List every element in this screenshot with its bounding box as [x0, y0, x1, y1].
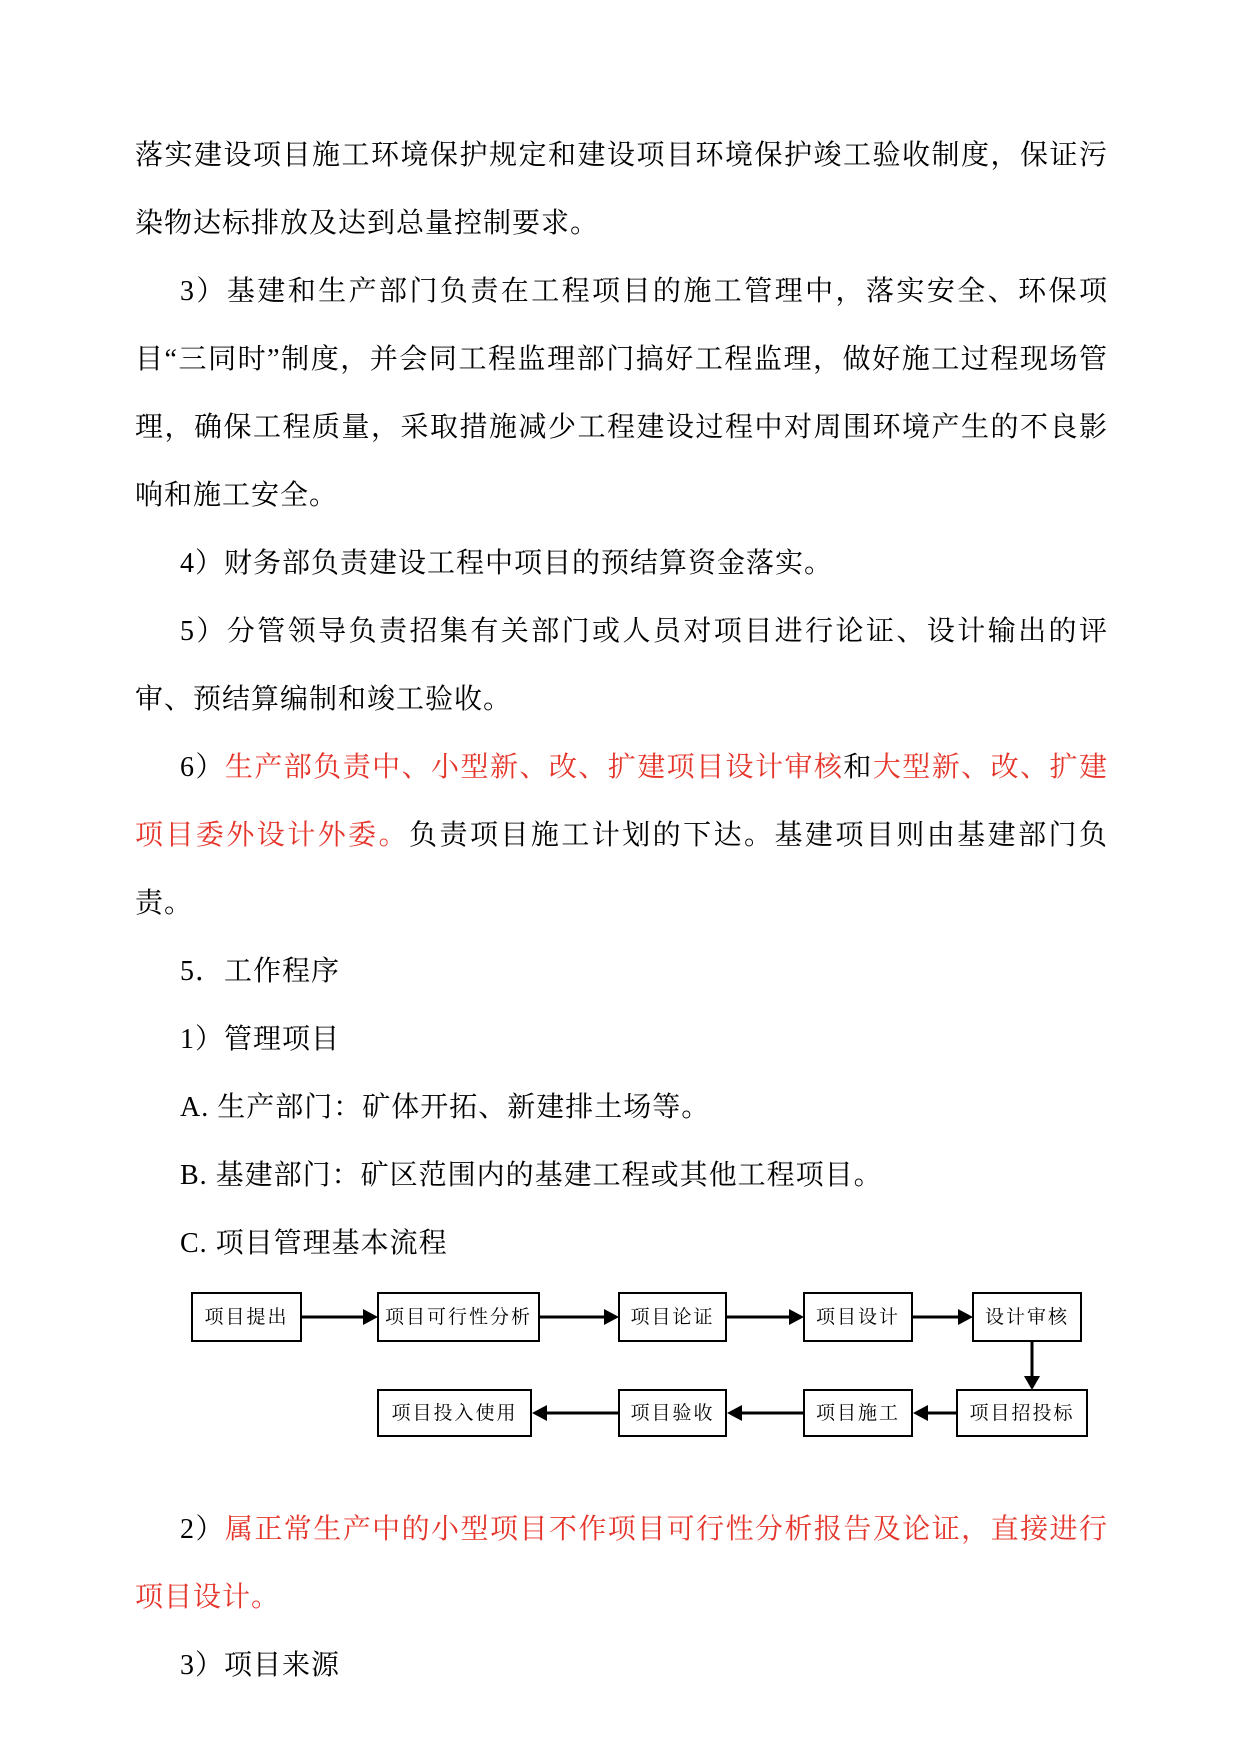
flow-box-label: 项目招投标: [969, 1402, 1075, 1424]
arrow-design-to-review: [913, 1309, 973, 1325]
item-b-capital-construction-dept: [135, 1142, 1108, 1210]
paragraph-5-leader-duties: [135, 598, 1108, 734]
flow-box-project-demonstration: [618, 1292, 727, 1342]
paragraph-2-small-projects: [135, 1496, 1108, 1632]
flow-box-project-bidding: [956, 1389, 1088, 1437]
flow-box-label: 项目施工: [815, 1402, 900, 1424]
paragraph-6-production-dept: [135, 734, 1108, 938]
arrow-acceptance-to-use: [532, 1405, 618, 1421]
arrow-bidding-to-construction: [913, 1405, 956, 1421]
flow-box-project-acceptance: [618, 1389, 727, 1437]
heading-5-work-procedure: [135, 938, 1108, 1006]
flow-box-project-in-use: [377, 1389, 532, 1437]
arrow-review-to-bidding: [1024, 1342, 1040, 1390]
arrow-proposal-to-feasibility: [302, 1309, 378, 1325]
flow-box-label: 项目论证: [630, 1306, 715, 1328]
text-run: 4）财务部负责建设工程中项目的预结算资金落实。: [180, 548, 834, 579]
arrow-construction-to-acceptance: [727, 1405, 803, 1421]
text-run: 5．工作程序: [180, 956, 341, 987]
arrow-demonstration-to-design: [727, 1309, 804, 1325]
item-3-project-source: [135, 1632, 1108, 1700]
paragraph-4-finance-dept: [135, 530, 1108, 598]
flow-box-feasibility-analysis: [377, 1292, 540, 1342]
text-run: 负责项目施工计划的下达。基建项目则由基建部门负责。: [135, 820, 1108, 919]
flow-box-label: 项目提出: [204, 1306, 289, 1328]
text-run: 1）管理项目: [180, 1024, 341, 1055]
flow-box-label: 项目设计: [815, 1306, 900, 1328]
flow-box-project-proposal: [191, 1292, 302, 1342]
text-run: C. 项目管理基本流程: [180, 1228, 448, 1259]
text-run: 和: [843, 752, 873, 783]
flow-box-label: 项目验收: [630, 1402, 715, 1424]
item-c-basic-process: [135, 1210, 1108, 1278]
text-run: A. 生产部门：矿体开拓、新建排土场等。: [180, 1092, 711, 1123]
item-a-production-dept: [135, 1074, 1108, 1142]
paragraph-env-protection-continuation: [135, 122, 1108, 258]
arrow-feasibility-to-demonstration: [540, 1309, 619, 1325]
flow-box-label: 设计审核: [984, 1306, 1069, 1328]
text-run-red: 属正常生产中的小型项目不作项目可行性分析报告及论证，直接进行项目设计。: [135, 1514, 1108, 1613]
item-1-managed-projects: [135, 1006, 1108, 1074]
paragraph-3-construction-management: [135, 258, 1108, 530]
flow-box-label: 项目可行性分析: [384, 1306, 532, 1328]
text-run: 5）分管领导负责招集有关部门或人员对项目进行论证、设计输出的评审、预结算编制和竣工验收。: [135, 616, 1108, 715]
text-run-red: 大型新、改、扩建项目委外设计外委。: [135, 752, 1108, 851]
flow-box-design-review: [972, 1292, 1082, 1342]
project-management-flowchart: [135, 1292, 1108, 1442]
text-run: B. 基建部门：矿区范围内的基建工程或其他工程项目。: [180, 1160, 883, 1191]
flow-box-label: 项目投入使用: [391, 1402, 518, 1424]
text-run: 3）基建和生产部门负责在工程项目的施工管理中，落实安全、环保项目“三同时”制度，并会同工程监理部门搞好工程监理，做好施工过程现场管理，确保工程质量，采取措施减少工程建设过程中对周围环境产生的不良影响和施工安全。: [135, 276, 1108, 511]
text-run: 3）项目来源: [180, 1650, 341, 1681]
text-run: 2）: [180, 1514, 225, 1545]
flow-box-project-construction: [803, 1389, 913, 1437]
text-run: 6）: [180, 752, 225, 783]
flow-box-project-design: [803, 1292, 913, 1342]
text-run: 落实建设项目施工环境保护规定和建设项目环境保护竣工验收制度，保证污染物达标排放及达到总量控制要求。: [135, 140, 1108, 239]
text-run-red: 生产部负责中、小型新、改、扩建项目设计审核: [224, 752, 844, 783]
